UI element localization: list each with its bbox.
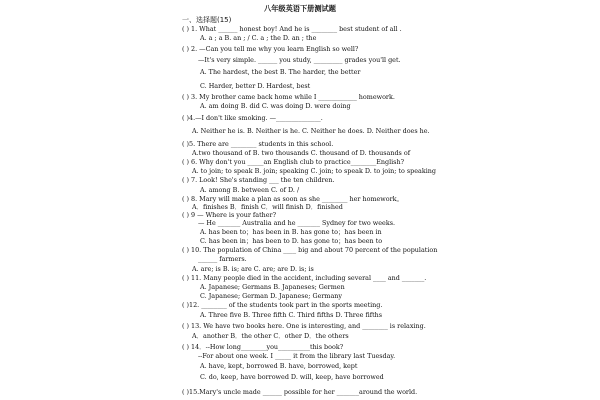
question-line-q2-optC: C. Harder, better D. Hardest, best	[200, 82, 311, 90]
question-line-q14-b: --For about one week. I _____ it from the library last Tuesday.	[198, 352, 396, 360]
question-line-q9: ( ) 9 — Where is your father?	[182, 211, 277, 219]
question-line-q11-optC: C. Japanese; German D. Japanese; Germany	[200, 292, 343, 300]
question-line-q7-opt: A. among B. between C. of D. /	[200, 186, 300, 194]
question-line-q1-opt: A. a ; a B. an ; / C. a ; the D. an ; the	[200, 34, 317, 42]
question-line-q5: ( )5. There are ________ students in this school.	[182, 140, 334, 148]
question-line-q14: ( ) 14．--How long________you__________this book?	[182, 343, 344, 351]
question-line-q11-optA: A. Japanese; Germans B. Japaneses; Germen	[200, 283, 345, 291]
question-line-q12: ( )12. ________ of the students took part in the sports meeting.	[182, 301, 383, 309]
question-line-q6: ( ) 6. Why don't you _____an English club to practice________English?	[182, 158, 404, 166]
question-line-q9-b: — He _______ Australia and he _______ Sydney for two weeks.	[198, 219, 396, 227]
question-line-q14-optC: C. do, keep, have borrowed D. will, keep, have borrowed	[200, 373, 384, 381]
question-line-q2-optA: A. The hardest, the best B. The harder, the better	[200, 68, 361, 76]
question-line-q9-optA: A. has been to；has been in B. has gone to；has been in	[200, 228, 382, 236]
question-line-q8-opt: A．finishes B．finish C．will finish D．finished	[192, 203, 343, 211]
question-line-q13: ( ) 13. We have two books here. One is interesting, and ________ is relaxing.	[182, 322, 426, 330]
question-line-q13-opt: A．another B．the other C．other D．the others	[192, 332, 349, 340]
question-line-q11: ( ) 11. Many people died in the accident, including several ____ and _______.	[182, 274, 427, 282]
question-line-q7: ( ) 7. Look! She's standing ___ the ten children.	[182, 176, 335, 184]
page-title: 八年级英语下册测试题	[264, 4, 336, 13]
question-line-q12-opt: A. Three five B. Three fifth C. Third fifths D. Three fifths	[200, 311, 383, 319]
question-line-q4-opt: A. Neither he is. B. Neither is he. C. Neither he does. D. Neither does he.	[192, 127, 430, 135]
question-line-q2-b: —It's very simple. ______ you study, _________ grades you'll get.	[198, 56, 401, 64]
question-line-q1: ( ) 1. What ______ honest boy! And he is ________ best student of all .	[182, 25, 402, 33]
question-line-q9-optC: C. has been in；has been to D. has gone to；has been to	[200, 237, 383, 245]
question-line-q5-opt: A.two thousand of B. two thousands C. thousand of D. thousands of	[192, 149, 411, 157]
section-heading: 一、选择题(15)	[182, 16, 232, 24]
question-line-q10-opt: A. are; is B. is; are C. are; are D. is; is	[192, 265, 314, 273]
question-line-q14-optA: A. have, kept, borrowed B. have, borrowed, kept	[200, 362, 358, 370]
question-line-q15: ( )15.Mary's uncle made ______ possible for her _______around the world.	[182, 388, 418, 396]
question-line-q10-b: ______ farmers.	[198, 255, 247, 263]
question-line-q3: ( ) 3. My brother came back home while I ____________ homework.	[182, 93, 395, 101]
question-line-q2: ( ) 2. —Can you tell me why you learn English so well?	[182, 45, 359, 53]
question-line-q4: ( )4.—I don't like smoking. —______________.	[182, 114, 323, 122]
question-line-q10: ( ) 10. The population of China ____ big and about 70 percent of the population	[182, 246, 438, 254]
question-line-q6-opt: A. to join; to speak B. join; speaking C. join; to speak D. to join; to speaking	[192, 167, 436, 175]
question-line-q8: ( ) 8. Mary will make a plan as soon as she ________ her homework。	[182, 195, 403, 203]
question-line-q3-opt: A. am doing B. did C. was doing D. were doing	[200, 102, 351, 110]
